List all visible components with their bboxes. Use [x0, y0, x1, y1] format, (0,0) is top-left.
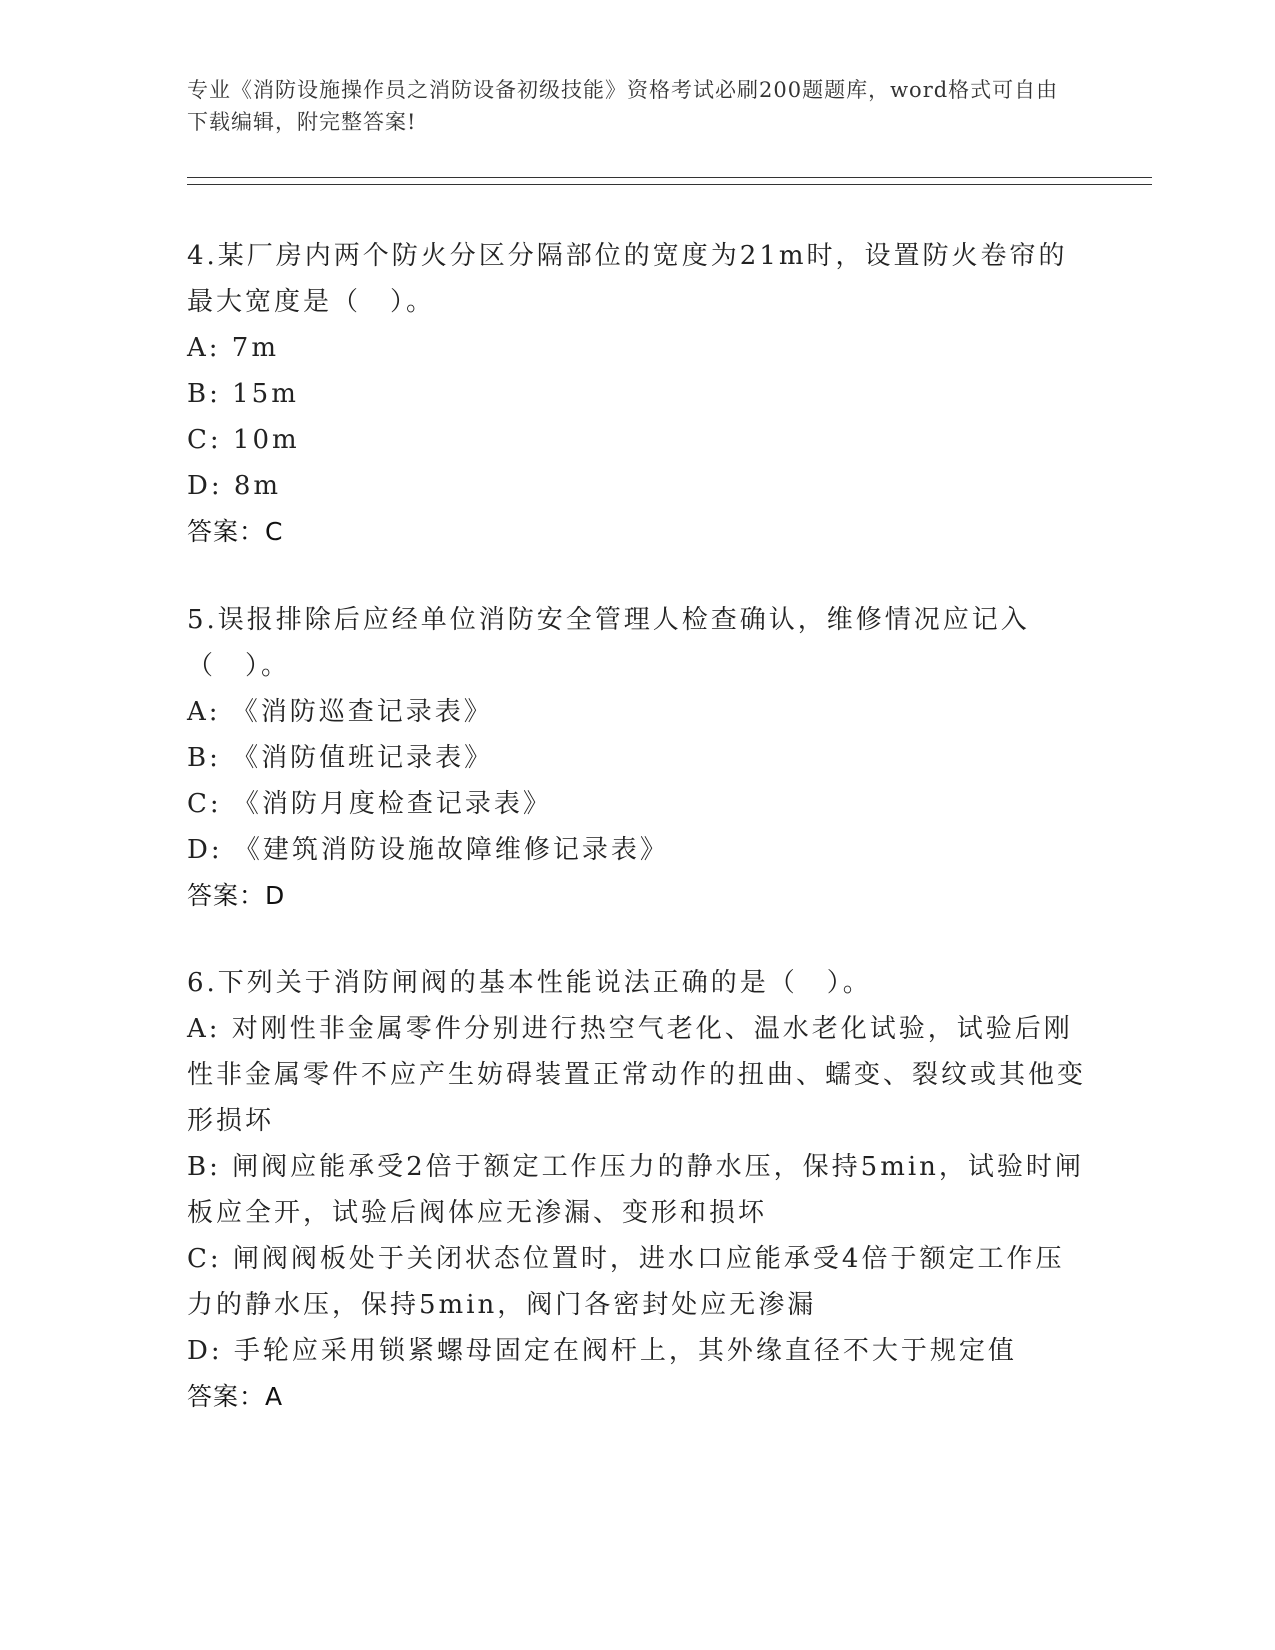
option-c: C: 闸阀阀板处于关闭状态位置时，进水口应能承受4倍于额定工作压力的静水压，保持5min，阀门各密封处应无渗漏 [187, 1244, 1065, 1320]
question-stem: 5.误报排除后应经单位消防安全管理人检查确认，维修情况应记入（ ）。 [187, 605, 1030, 681]
question-6 [187, 960, 1087, 1420]
question-5 [187, 597, 1087, 919]
option-b: B: 闸阀应能承受2倍于额定工作压力的静水压，保持5min，试验时闸板应全开，试验后阀体应无渗漏、变形和损坏 [187, 1152, 1084, 1228]
option-b: B: 《消防值班记录表》 [187, 743, 494, 773]
question-4 [187, 233, 1087, 555]
option-c: C: 10m [187, 425, 300, 455]
option-a: A: 《消防巡查记录表》 [187, 697, 493, 727]
question-stem: 4.某厂房内两个防火分区分隔部位的宽度为21m时，设置防火卷帘的最大宽度是（ ）。 [187, 241, 1068, 317]
option-b: B: 15m [187, 379, 299, 409]
option-d: D: 8m [187, 471, 282, 501]
page-header: 专业《消防设施操作员之消防设备初级技能》资格考试必刷200题题库，word格式可自由下载编辑，附完整答案! [187, 78, 1059, 134]
answer: 答案：C [187, 517, 284, 546]
option-a: A: 7m [187, 333, 279, 363]
option-d: D: 《建筑消防设施故障维修记录表》 [187, 835, 669, 865]
option-a: A: 对刚性非金属零件分别进行热空气老化、温水老化试验，试验后刚性非金属零件不应产生妨碍装置正常动作的扭曲、蠕变、裂纹或其他变形损坏 [187, 1014, 1087, 1136]
answer: 答案：D [187, 881, 286, 910]
option-d: D: 手轮应采用锁紧螺母固定在阀杆上，其外缘直径不大于规定值 [187, 1336, 1017, 1366]
question-stem: 6.下列关于消防闸阀的基本性能说法正确的是（ ）。 [187, 968, 872, 998]
option-c: C: 《消防月度检查记录表》 [187, 789, 552, 819]
header-divider [187, 177, 1152, 185]
answer: 答案：A [187, 1382, 284, 1411]
